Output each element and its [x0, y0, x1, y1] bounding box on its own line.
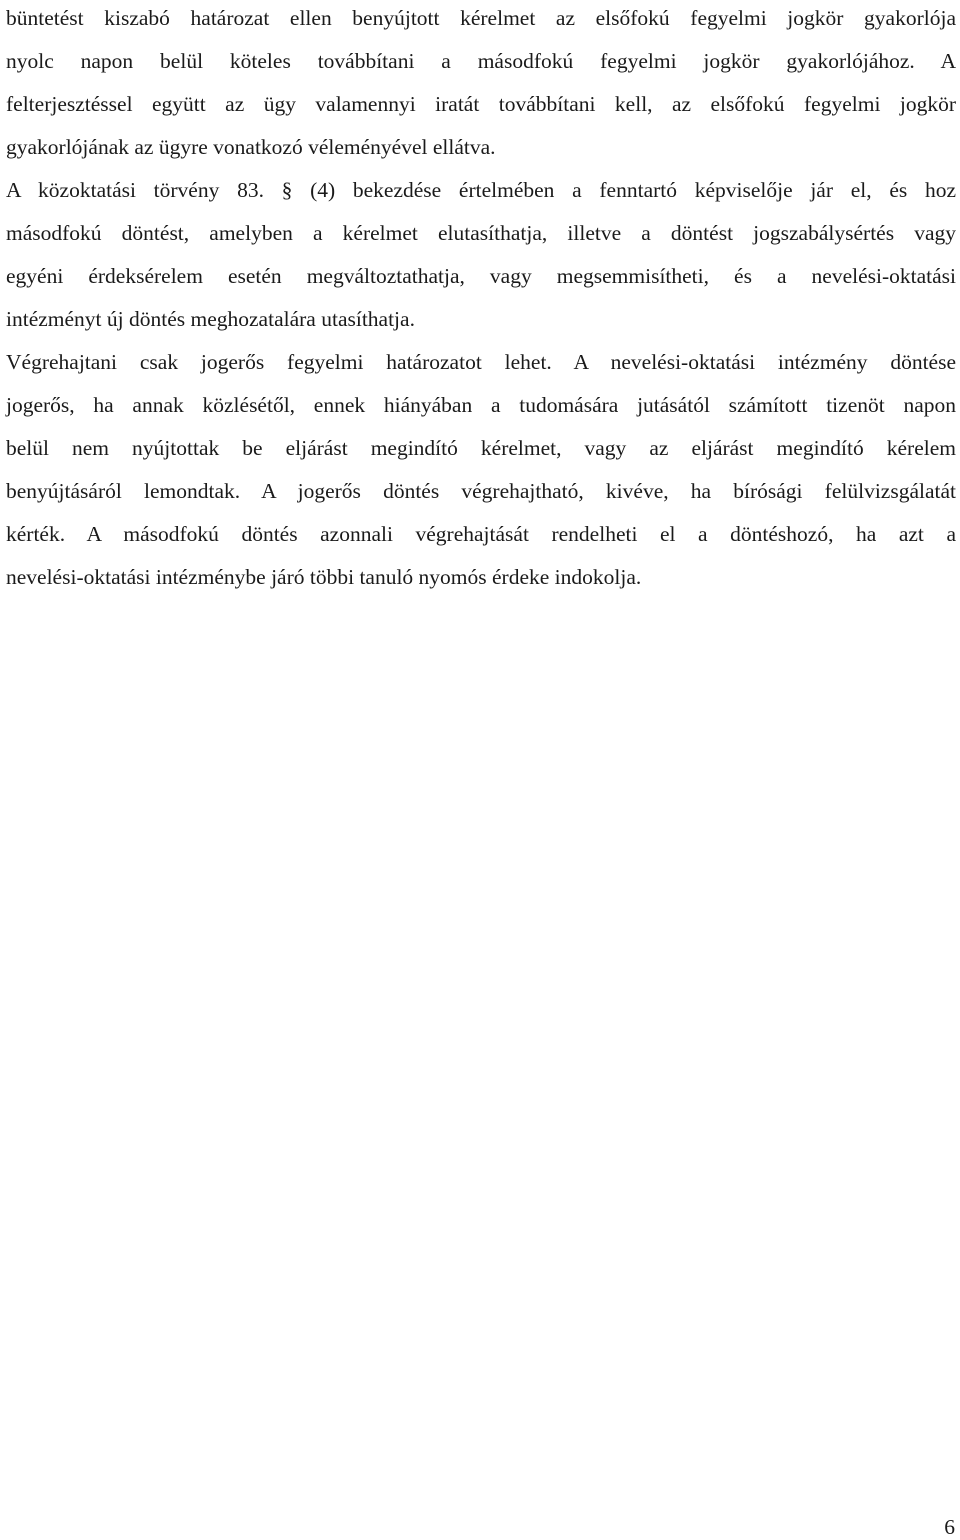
- page-number: 6: [944, 1515, 955, 1539]
- text-line: intézményt új döntés meghozatalára utasíthatja.: [6, 307, 415, 331]
- text-line: kérték. A másodfokú döntés azonnali végrehajtását rendelheti el a döntéshozó, ha azt a: [6, 522, 956, 546]
- text-line: felterjesztéssel együtt az ügy valamennyi iratát továbbítani kell, az elsőfokú fegyelmi jogkör: [6, 92, 956, 116]
- text-line: gyakorlójának az ügyre vonatkozó véleményével ellátva.: [6, 135, 496, 159]
- text-line: büntetést kiszabó határozat ellen benyújtott kérelmet az elsőfokú fegyelmi jogkör gyakorlója: [6, 6, 956, 30]
- text-line: másodfokú döntést, amelyben a kérelmet elutasíthatja, illetve a döntést jogszabálysértés vagy: [6, 221, 956, 245]
- text-line: nevelési-oktatási intézménybe járó többi tanuló nyomós érdeke indokolja.: [6, 565, 642, 589]
- text-line: jogerős, ha annak közlésétől, ennek hiányában a tudomására jutásától számított tizenöt napon: [6, 393, 956, 417]
- text-line: benyújtásáról lemondtak. A jogerős döntés végrehajtható, kivéve, ha bírósági felülvizsgálatát: [6, 479, 956, 503]
- text-line: nyolc napon belül köteles továbbítani a másodfokú fegyelmi jogkör gyakorlójához. A: [6, 49, 956, 73]
- text-line: A közoktatási törvény 83. § (4) bekezdése értelmében a fenntartó képviselője jár el, és hoz: [6, 178, 956, 202]
- text-line: belül nem nyújtottak be eljárást megindító kérelmet, vagy az eljárást megindító kérelem: [6, 436, 956, 460]
- text-line: egyéni érdeksérelem esetén megváltoztathatja, vagy megsemmisítheti, és a nevelési-oktatási: [6, 264, 956, 288]
- text-line: Végrehajtani csak jogerős fegyelmi határozatot lehet. A nevelési-oktatási intézmény döntése: [6, 350, 956, 374]
